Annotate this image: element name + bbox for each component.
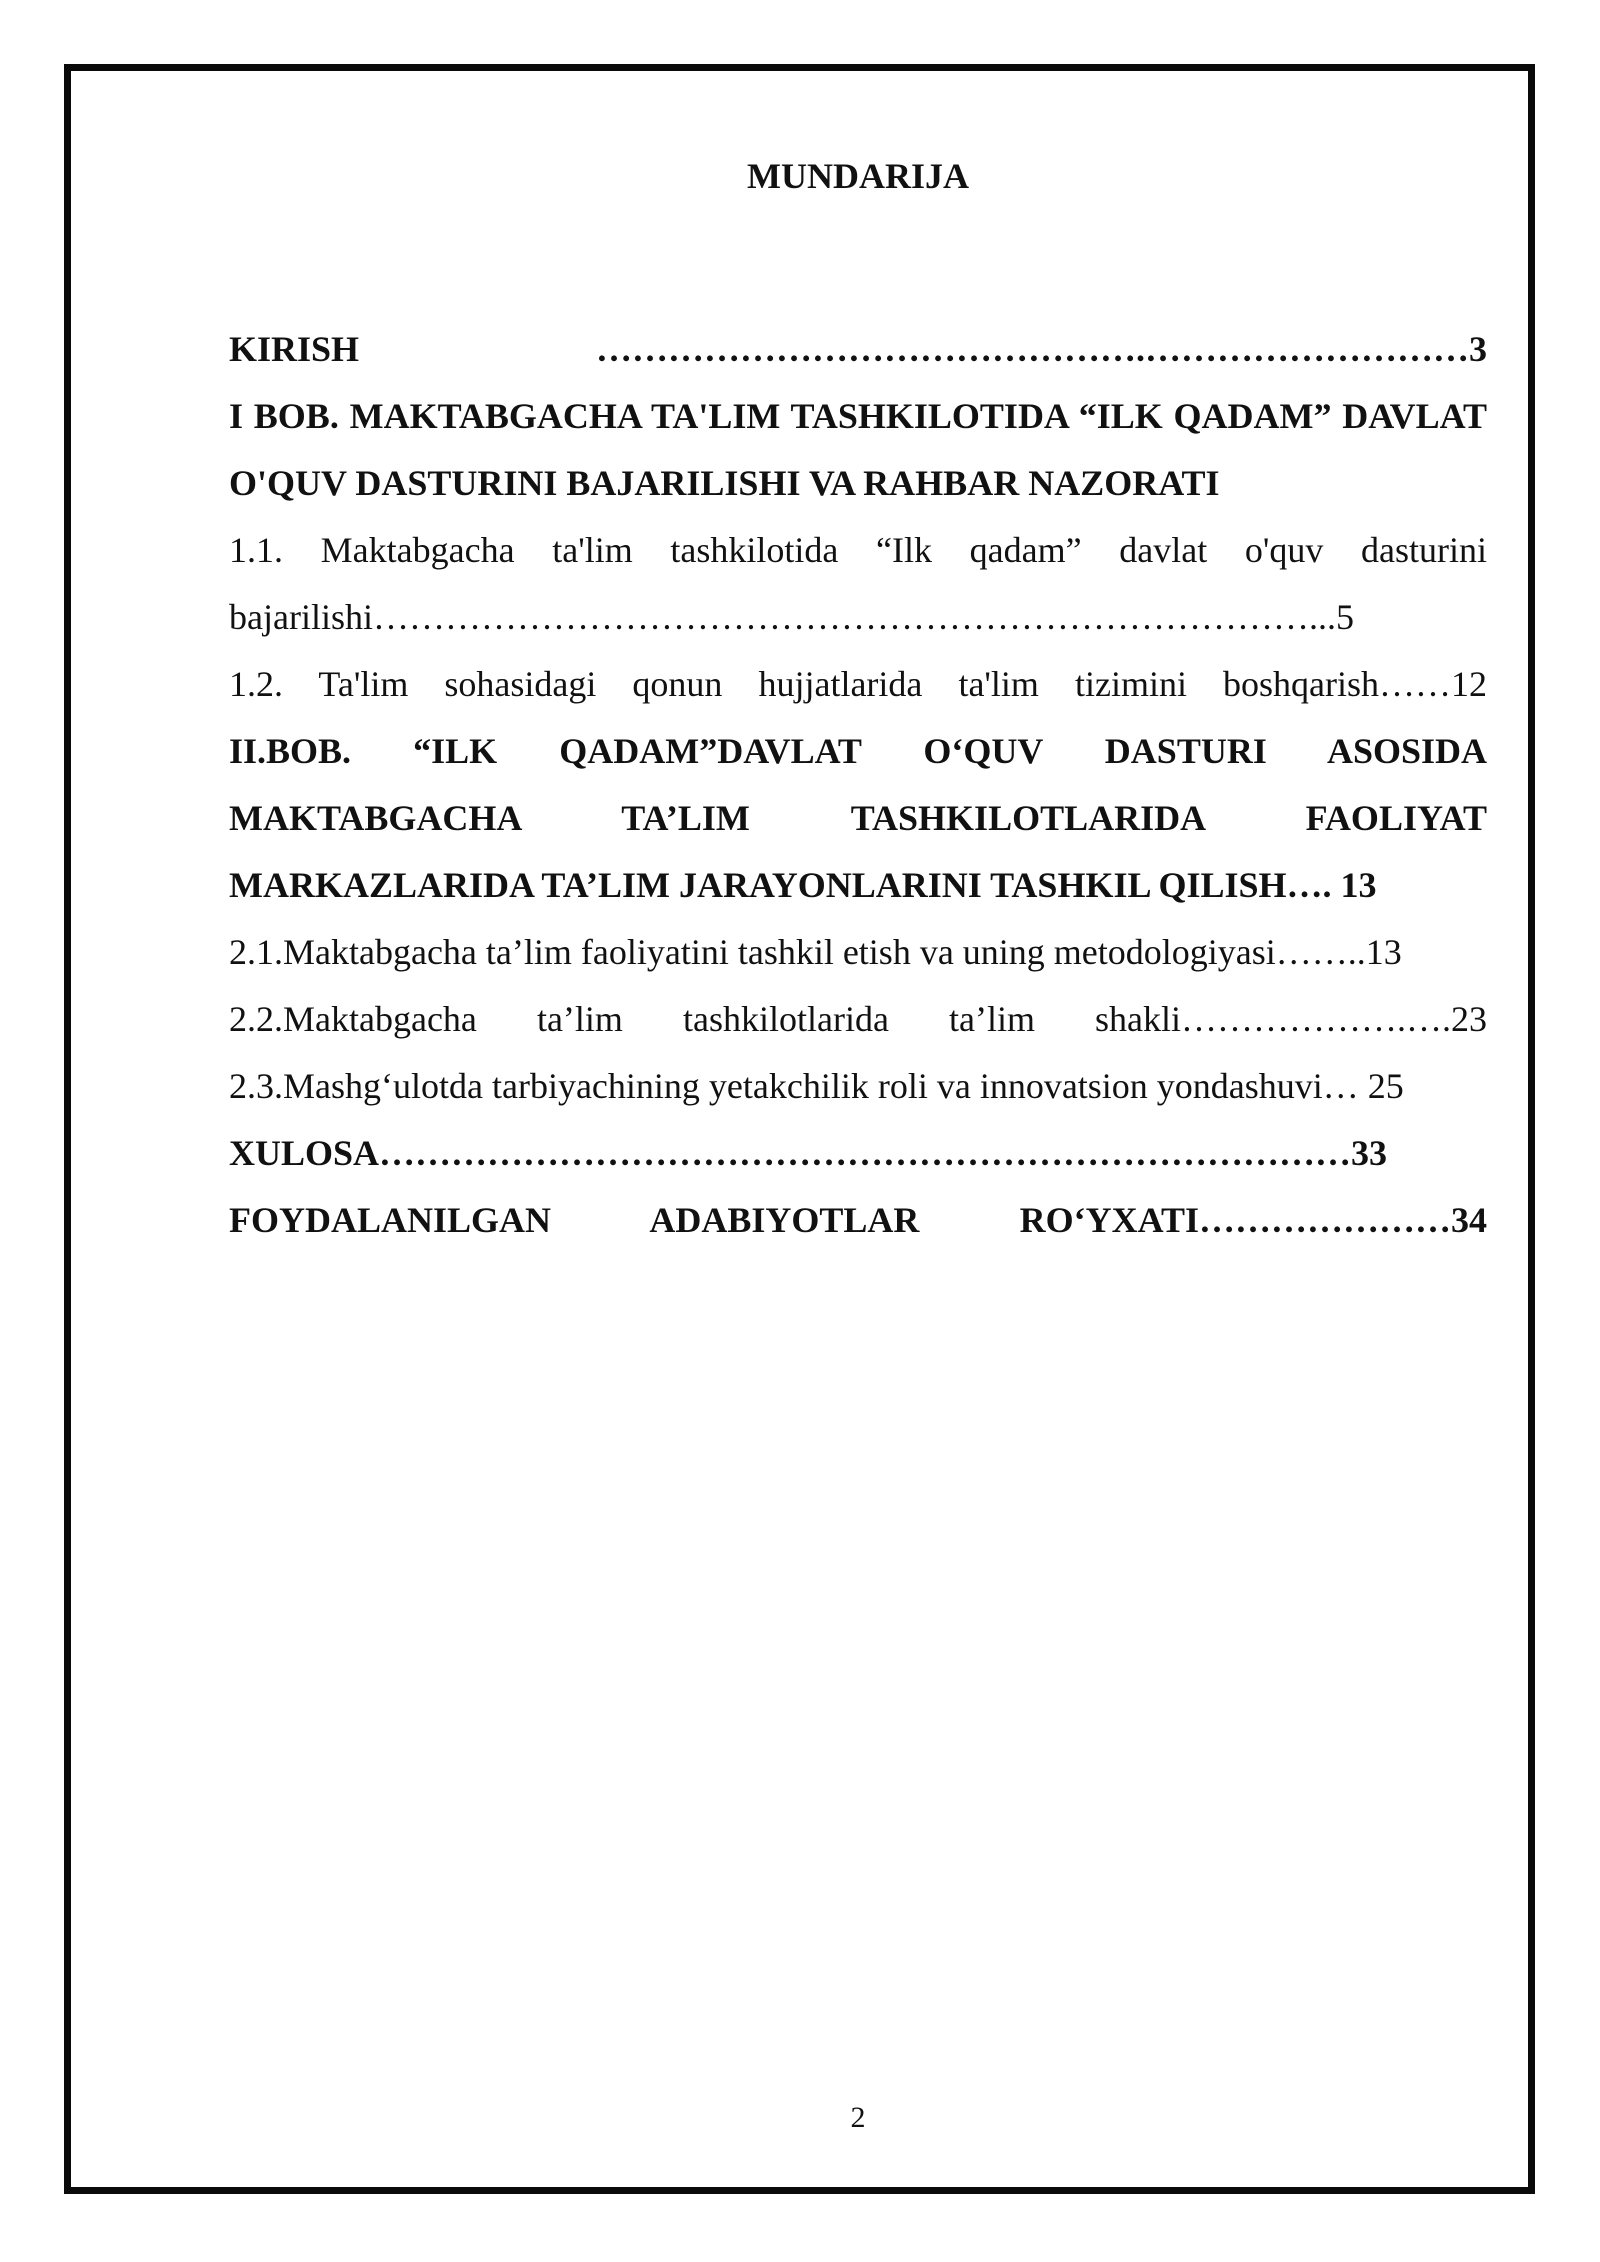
- toc-entry: I BOB. MAKTABGACHA TA'LIM TASHKILOTIDA “ILK QADAM” DAVLAT O'QUV DASTURINI BAJARILISHI VA RAHBAR NAZORATI: [229, 396, 1487, 503]
- toc-entry: II.BOB. “ILK QADAM”DAVLAT O‘QUV DASTURI ASOSIDA MAKTABGACHA TA’LIM TASHKILOTLARIDA FAOLIYAT MARKAZLARIDA TA’LIM JARAYONLARINI TASHKIL QILISH…. 13: [229, 731, 1487, 905]
- toc-entry: 1.1. Maktabgacha ta'lim tashkilotida “Ilk qadam” davlat o'quv dasturini bajarilishi……………………………………………………………………...5: [229, 530, 1487, 637]
- toc-entry: KIRISH ……………………………………….………………………3: [229, 329, 1487, 369]
- toc-entry: FOYDALANILGAN ADABIYOTLAR RO‘YXATI…………………34: [229, 1200, 1487, 1240]
- toc-entry: 2.2.Maktabgacha ta’lim tashkilotlarida ta’lim shakli……………….….23: [229, 999, 1487, 1039]
- table-of-contents: [229, 316, 1487, 1254]
- toc-entry: 2.1.Maktabgacha ta’lim faoliyatini tashkil etish va uning metodologiyasi……..13: [229, 932, 1402, 972]
- toc-entry: 1.2. Ta'lim sohasidagi qonun hujjatlarida ta'lim tizimini boshqarish……12: [229, 664, 1487, 704]
- toc-entry: 2.3.Mashg‘ulotda tarbiyachining yetakchilik roli va innovatsion yondashuvi… 25: [229, 1066, 1404, 1106]
- toc-entry: XULOSA………………………………………………………………………33: [229, 1133, 1388, 1173]
- page-number: 2: [850, 2101, 866, 2134]
- document-title: MUNDARIJA: [747, 156, 969, 196]
